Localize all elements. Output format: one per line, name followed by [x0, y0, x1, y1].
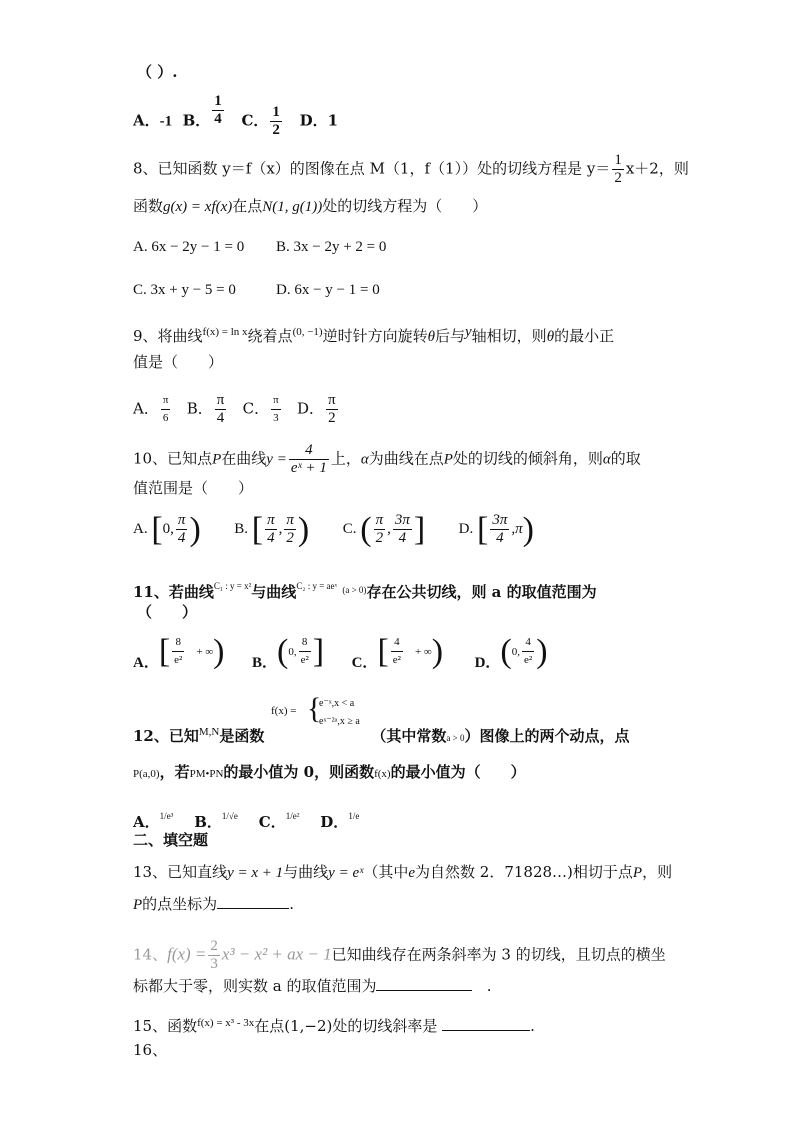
q12-text-5: ，若 [159, 763, 190, 781]
q10-options: A. [0, $\frac{\pi}{4}$ ) B. [ $\frac{\pi}{4}$ , $\frac{\pi}{2}$ ) C. ( $\frac{\pi}{2}$ , $\frac{3\pi}{4}$ ] D. [ $\frac{3\pi}{4}$ ,π) [133, 510, 534, 548]
q9-text-1: 9、将曲线 [133, 327, 203, 345]
q13-text-7: . [289, 895, 294, 913]
q11-curve-c2: C₂ : y = aeˣ [296, 581, 338, 591]
q14-answer-blank[interactable] [376, 976, 472, 991]
q10-option-b-fraction-1: $\frac{\pi}{4}$ [267, 512, 275, 546]
q9-option-d-label: D． [297, 399, 325, 418]
q12-option-d-label: D． [320, 813, 349, 831]
q13-point-p-2: P [133, 897, 143, 913]
q12-option-d-value: 1/e [348, 811, 360, 821]
q11-option-b-label: B． [251, 654, 277, 671]
q10-option-c-fraction-1: $\frac{\pi}{2}$ [375, 512, 384, 546]
q11-text-2: 与曲线 [251, 583, 297, 601]
q12-point-p: P(a,0) [133, 768, 160, 780]
q8-fraction: $\frac{1}{2}$ [614, 152, 622, 186]
q9-y: y [465, 324, 472, 340]
q12-fx: f(x) [374, 768, 391, 780]
q13-text-2: 与曲线 [283, 863, 329, 881]
q10-option-a-zero: 0, [162, 520, 174, 537]
q11-option-b-zero: 0, [288, 645, 297, 658]
q12-option-b-label: B． [194, 813, 222, 831]
q8-text-1: 8、已知函数 y＝f（x）的图像在点 M（1，f（1））处的切线方程是 y＝ [133, 159, 611, 178]
q8-text-3: 函数 [133, 197, 164, 215]
q13-answer-blank[interactable] [217, 894, 289, 909]
q12-text-7: 的最小值为（ ） [390, 763, 526, 781]
q11-option-d-zero: 0, [511, 645, 520, 658]
q15-text-1: 15、函数 [133, 1017, 198, 1035]
q12-option-a-label: A． [133, 813, 160, 831]
q15-answer-blank[interactable] [442, 1016, 530, 1031]
q12-option-b-value: 1/√e [221, 811, 238, 821]
q10-text-5: 处的切线的倾斜角，则 [452, 449, 603, 468]
q12-points-mn: M,N [198, 726, 220, 738]
q12-text-4: ）图像上的两个动点，点 [464, 727, 630, 745]
q12-brace: { [307, 692, 322, 725]
q8-point-n: N(1, g(1)) [262, 199, 323, 215]
q7-option-b-label: B． [182, 111, 211, 130]
q13-e: e [408, 865, 416, 881]
q13-line-eq: y = x + 1 [227, 865, 284, 881]
q10-y-eq: y = [266, 451, 287, 468]
q9-line-1 [133, 322, 614, 347]
q12-dot-product: PM•PN [189, 768, 224, 780]
q7-option-c-fraction: $\frac{1}{2}$ [272, 104, 280, 138]
q10-alpha-2: α [602, 451, 611, 468]
q14-fraction: $\frac{2}{3}$ [210, 938, 218, 972]
q9-text-3: 逆时针方向旋转 [322, 327, 428, 345]
q14-text-2: 标都大于零，则实数 a 的取值范围为 [133, 977, 377, 995]
q7-options [133, 93, 339, 139]
q11-option-b-fraction: $\frac{8}{\text{e²}}$ [300, 636, 309, 666]
q10-text-2: 在曲线 [221, 449, 267, 468]
q14-f-label: f(x) = [167, 944, 207, 964]
q9-text-2: 绕着点 [247, 327, 293, 345]
q10-option-c-label: C. [342, 520, 357, 537]
q14-number: 14、 [133, 945, 168, 964]
q12-line-2 [133, 762, 526, 784]
q11-option-a-infinity: + ∞ [196, 645, 214, 658]
q7-option-c-label: C． [241, 111, 269, 130]
q9-option-d-fraction: $\frac{\pi}{2}$ [328, 392, 336, 426]
q13-point-p: P [632, 865, 643, 881]
q13-text-4: 为自然数 2．71828…)相切于点 [415, 863, 633, 881]
q10-option-b-fraction-2: $\frac{\pi}{2}$ [286, 512, 294, 546]
q9-option-c-label: C． [242, 399, 270, 418]
q13-line-1 [133, 862, 672, 883]
q10-option-d-label: D. [458, 520, 474, 537]
q11-text-1: 11、若曲线 [133, 583, 214, 601]
q8-text-4: 在点 [232, 197, 263, 215]
q8-option-d: D. 6x − y − 1 = 0 [276, 282, 380, 298]
q8-gx: g(x) = xf(x) [163, 199, 233, 215]
q9-option-a-label: A． [133, 399, 159, 418]
q9-theta-2: θ [546, 329, 555, 345]
q11-condition: (a > 0) [342, 585, 367, 595]
q10-option-c-fraction-2: $\frac{3\pi}{4}$ [394, 512, 410, 546]
q10-curve-fraction: $\frac{4}{\text{eˣ + 1}}$ [290, 442, 327, 476]
q16-number: 16、 [133, 1041, 168, 1059]
q8-text-5: 处的切线方程为（ ） [322, 197, 488, 215]
q11-curve-c1: C₁ : y = x² [213, 581, 252, 591]
q13-line-2 [133, 894, 294, 915]
q15-line [133, 1013, 535, 1036]
q7-option-a-value: -1 [159, 113, 173, 130]
q11-option-a-label: A． [133, 654, 159, 671]
q12-text-1: 12、已知 [133, 727, 199, 745]
q15-function: f(x) = x³ - 3x [197, 1017, 255, 1029]
q10-option-b-label: B. [234, 520, 249, 537]
q9-text-6: 的最小正 [554, 327, 615, 345]
q8-option-a: A. 6x − 2y − 1 = 0 [133, 239, 245, 255]
q12-condition: a > 0 [446, 733, 465, 743]
q9-option-c-fraction: $\frac{\pi}{3}$ [273, 394, 279, 424]
q14-line-1 [133, 938, 666, 973]
q13-text-1: 13、已知直线 [133, 863, 228, 881]
q10-option-a-label: A. [133, 520, 148, 537]
q12-text-2: 是函数 [219, 727, 265, 745]
q12-f-label: f(x) = [271, 705, 297, 717]
q11-text-3: 存在公共切线，则 a 的取值范围为 [366, 583, 597, 601]
q11-line-1 [133, 576, 597, 602]
q12-text-6: 的最小值为 0，则函数 [223, 763, 375, 781]
q14-line-2 [133, 976, 492, 996]
question-paren: （ ）. [137, 63, 178, 81]
q10-line-1 [133, 442, 641, 477]
q12-options [133, 806, 359, 832]
q12-option-c-value: 1/e² [285, 811, 300, 821]
q12-text-3: （其中常数 [371, 727, 447, 745]
q12-option-c-label: C． [258, 813, 286, 831]
q10-point-p-2: P [443, 451, 453, 468]
q11-line-2: （ ） [137, 603, 198, 621]
q11-option-a-fraction: $\frac{8}{\text{e²}}$ [174, 636, 183, 666]
q11-option-c-label: C． [351, 654, 378, 671]
q12-line-1 [133, 722, 629, 748]
q15-text-2: 在点(1,−2)处的切线斜率是 [254, 1017, 438, 1035]
q13-text-3: （其中 [363, 863, 409, 881]
q11-option-c-infinity: + ∞ [414, 645, 432, 658]
q7-option-b-fraction: $\frac{1}{4}$ [214, 93, 222, 127]
q11-option-c-fraction: $\frac{4}{\text{e²}}$ [392, 636, 401, 666]
q12-case-1: e⁻ˣ,x < a [319, 698, 355, 709]
q10-text-4: 为曲线在点 [368, 449, 444, 468]
q9-text-4: 后与 [434, 327, 465, 345]
q14-text-3: . [486, 977, 492, 995]
q12-case-2: eˣ⁻²ᵃ,x ≥ a [319, 716, 360, 727]
q12-option-a-value: 1/e³ [159, 811, 174, 821]
q10-option-d-fraction: $\frac{3\pi}{4}$ [492, 512, 508, 546]
q13-curve-eq: y = eˣ [328, 865, 364, 881]
q10-text-1: 10、已知点 [133, 449, 213, 468]
q9-options [133, 392, 340, 427]
q9-option-a-fraction: $\frac{\pi}{6}$ [162, 394, 169, 424]
q9-option-b-label: B． [186, 399, 213, 418]
q10-text-3: 上， [330, 449, 361, 468]
q10-option-d-pi: ,π [511, 520, 523, 537]
q9-theta: θ [427, 329, 435, 345]
q9-text-5: 轴相切，则 [471, 327, 547, 345]
q10-line-2: 值范围是（ ） [133, 479, 254, 497]
q10-text-6: 的取 [610, 449, 641, 468]
q8-line-2 [133, 196, 487, 217]
q7-option-d: D．1 [299, 111, 339, 130]
section-heading-fill-in: 二、填空题 [133, 831, 209, 849]
q10-point-p: P [212, 451, 222, 468]
q8-line-1 [133, 152, 689, 187]
q9-point: (0, −1) [292, 326, 323, 338]
q8-text-2: x＋2，则 [625, 159, 689, 178]
q9-option-b-fraction: $\frac{\pi}{4}$ [216, 392, 225, 426]
q14-polynomial: x³ − x² + ax − 1 [221, 944, 332, 964]
q13-text-6: 的点坐标为 [142, 895, 218, 913]
q11-option-d-fraction: $\frac{4}{\text{e²}}$ [524, 636, 533, 666]
q9-line-2: 值是（ ） [133, 353, 224, 371]
q11-options: A．[ $\frac{8}{\text{e²}}$ + ∞) B．(0, $\frac{8}{\text{e²}}$ ] C．[ $\frac{4}{\text{e²}}$ + ∞) D．(0, $\frac{4}{\text{e²}}$ ) [133, 632, 548, 671]
q8-option-c: C. 3x + y − 5 = 0 [133, 282, 236, 298]
q11-option-d-label: D． [474, 654, 501, 671]
q10-option-a-fraction: $\frac{\pi}{4}$ [177, 512, 186, 546]
q8-option-b: B. 3x − 2y + 2 = 0 [276, 239, 387, 255]
q9-function: f(x) = ln x [202, 326, 248, 338]
q14-text-1: 已知曲线存在两条斜率为 3 的切线，且切点的横坐 [331, 945, 666, 964]
q13-text-5: ，则 [642, 863, 673, 881]
q15-text-3: . [530, 1017, 535, 1035]
q7-option-a-label: A． [133, 111, 160, 130]
q10-alpha: α [360, 451, 369, 468]
